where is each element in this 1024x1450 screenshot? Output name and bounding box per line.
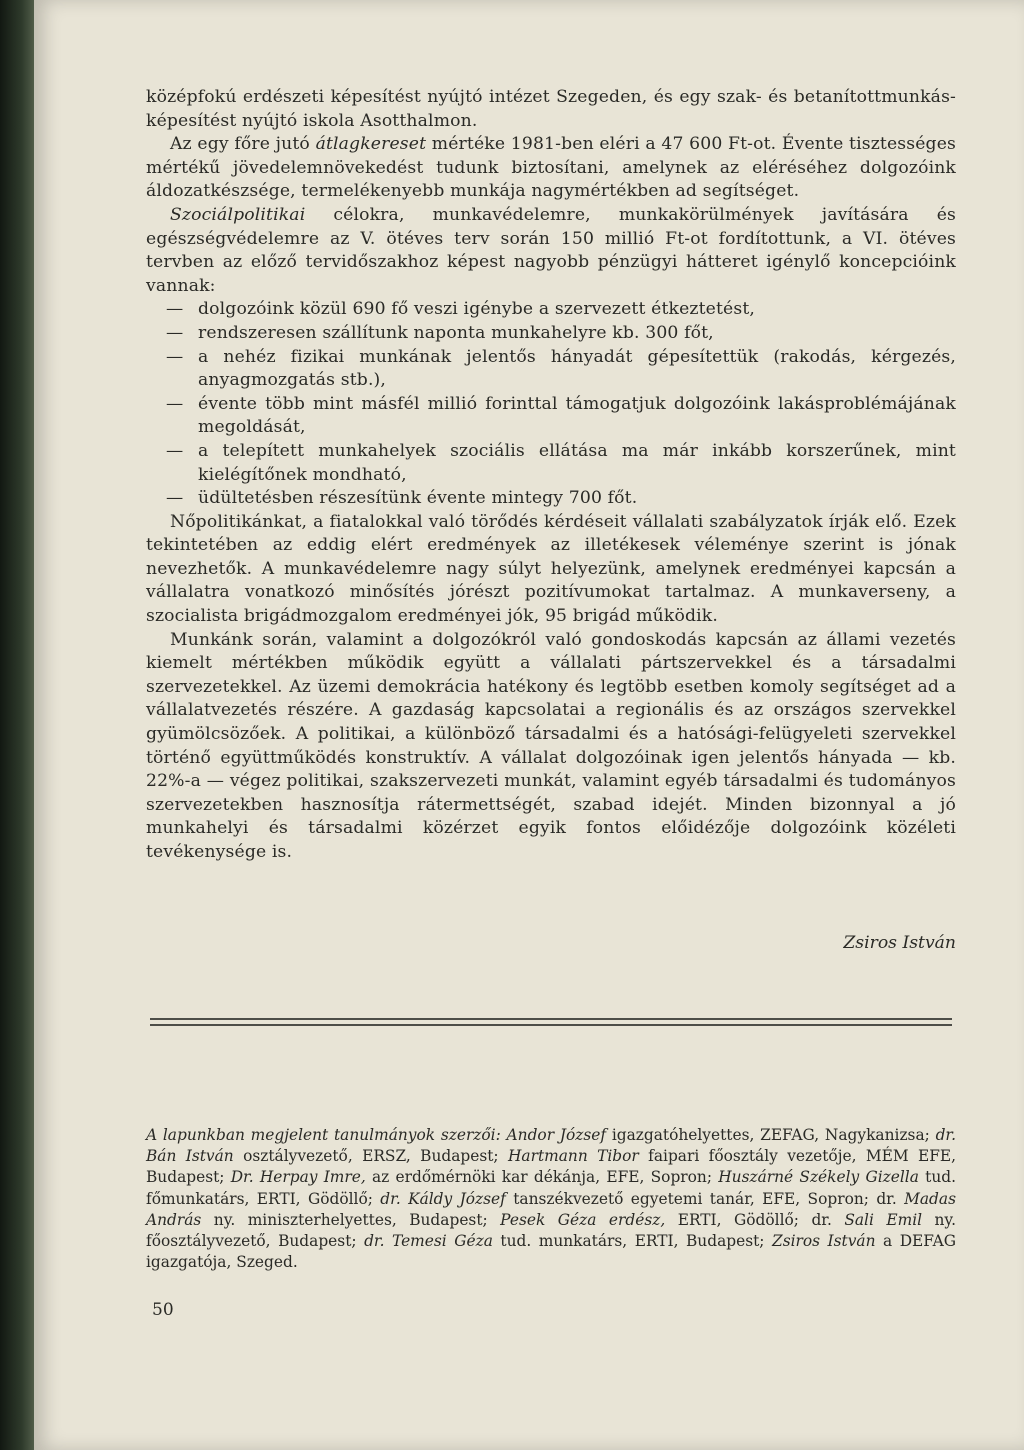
footnote-run: tud. főmunkatárs, ERTI, Gödöllő;: [146, 1168, 956, 1208]
list-item: — üdültetésben részesítünk évente mintegy 700 főt.: [146, 487, 956, 511]
list-item: — évente több mint másfél millió forinttal támogatjuk dolgozóink lakásproblémájának megoldását,: [146, 393, 956, 440]
footnote-run: Zsiros István: [772, 1232, 876, 1251]
paragraph-womens-policy: Nőpolitikánkat, a fiatalokkal való törődés kérdéseit vállalati szabályzatok írják elő. Ezek tekintetében az eddig elért eredmények az illetékesek véleménye szerint is jónak nevezhetők. A munkavédelemre nagy súlyt helyezünk, amelynek eredményei kapcsán a vállalatra vonatkozó minősítés jórészt pozitívumokat tartalmaz. A munkaverseny, a szocialista brigádmozgalom eredményei jók, 95 brigád működik.: [146, 511, 956, 627]
footnote-run: az erdőmérnöki kar dékánja, EFE, Sopron;: [365, 1168, 719, 1187]
list-item: — dolgozóink közül 690 fő veszi igénybe a szervezett étkeztetést,: [146, 298, 956, 322]
footnote-run: dr. Bán István: [146, 1126, 956, 1166]
authors-footnote: [146, 1125, 956, 1273]
text-run: célokra, munkavédelemre, munkakörülmények javítására és egészségvédelemre az V. ötéves terv során 150 millió Ft-ot fordítottunk, a VI. ötéves tervben az előző tervidőszakhoz képest nagyobb pénzügyi hátteret igénylő koncepcióink vannak:: [146, 204, 956, 296]
page-number: 50: [152, 1300, 174, 1320]
paragraph-continuation: középfokú erdészeti képesítést nyújtó intézet Szegeden, és egy szak- és betanítottmunkás-képesítést nyújtó iskola Asotthalmon.: [146, 87, 956, 131]
emphasis-text: Szociálpolitikai: [170, 204, 306, 225]
body-text: [146, 86, 956, 865]
footnote-run: Madas András: [146, 1189, 956, 1229]
footnote-run: osztályvezető, ERSZ, Budapest;: [233, 1147, 508, 1166]
list-item: — a telepített munkahelyek szociális ellátása ma már inkább korszerűnek, mint kielégítőnek mondható,: [146, 440, 956, 487]
divider-line: [150, 1024, 952, 1026]
list-item: — rendszeresen szállítunk naponta munkahelyre kb. 300 főt,: [146, 322, 956, 346]
emphasis-text: átlagkereset: [315, 134, 427, 155]
footnote-run: ny. főosztályvezető, Budapest;: [146, 1210, 956, 1251]
footnote-run: igazgatóhelyettes, ZEFAG, Nagykanizsa;: [606, 1126, 936, 1144]
divider-line: [150, 1018, 952, 1020]
footnote-run: a DEFAG igazgatója, Szeged.: [146, 1232, 957, 1272]
footnote-run: Sali Emil: [844, 1210, 923, 1229]
footnote-run: Hartmann Tibor: [508, 1147, 639, 1166]
paragraph-average-wage: [146, 133, 956, 204]
list-item: — a nehéz fizikai munkának jelentős hányadát gépesítettük (rakodás, kérgezés, anyagmozgatás stb.),: [146, 346, 956, 393]
footnote-run: tud. munkatárs, ERTI, Budapest;: [492, 1232, 772, 1251]
footnote-run: Dr. Herpay Imre,: [230, 1168, 366, 1187]
text-run: mértéke 1981-ben eléri a 47 600 Ft-ot. Évente tisztességes mértékű jövedelemnövekedést tudunk biztosítani, amelynek az eléréséhez dolgozóink áldozatkészsége, termelékenyebb munkája nagymértékben ad segítséget.: [146, 134, 956, 202]
footnote-run: dr. Temesi Géza: [364, 1232, 493, 1251]
paragraph-cooperation: Munkánk során, valamint a dolgozókról való gondoskodás kapcsán az állami vezetés kiemelt mértékben működik együtt a vállalati pártszervekkel és a társadalmi szervezetekkel. Az üzemi demokrácia hatékony és legtöbb esetben komoly segítséget ad a vállalatvezetés részére. A gazdaság kapcsolatai a regionális és az országos szervekkel gyümölcsözőek. A politikai, a különböző társadalmi és a hatósági-felügyeleti szervekkel történő együttműködés konstruktív. A vállalat dolgozóinak igen jelentős hányada — kb. 22%-a — végez politikai, szakszervezeti munkát, valamint egyéb társadalmi és tudományos szervezetekben hasznosítja rátermettségét, szabad idejét. Minden bizonnyal a jó munkahelyi és társadalmi közérzet egyik fontos előidézője dolgozóink közéleti tevékenysége is.: [146, 629, 956, 862]
footnote-run: ny. miniszterhelyettes, Budapest;: [201, 1210, 501, 1229]
footnote-run: A lapunkban megjelent tanulmányok szerzői: Andor József: [146, 1126, 607, 1144]
footnote-run: tanszékvezető egyetemi tanár, EFE, Sopron; dr.: [505, 1189, 905, 1208]
footnote-run: dr. Káldy József: [380, 1189, 506, 1208]
text-run: Az egy főre jutó: [170, 134, 316, 155]
footnote-run: Huszárné Székely Gizella: [718, 1168, 919, 1187]
footnote-run: ERTI, Gödöllő; dr.: [665, 1210, 845, 1229]
footnote-run: faipari főosztály vezetője, MÉM EFE, Budapest;: [146, 1147, 957, 1187]
document-page: [34, 0, 1024, 1450]
dash-list: [146, 298, 956, 510]
paragraph-social-policy: [146, 204, 956, 298]
author-signature: Zsiros István: [843, 933, 956, 953]
footnote-run: Pesek Géza erdész,: [500, 1210, 666, 1229]
